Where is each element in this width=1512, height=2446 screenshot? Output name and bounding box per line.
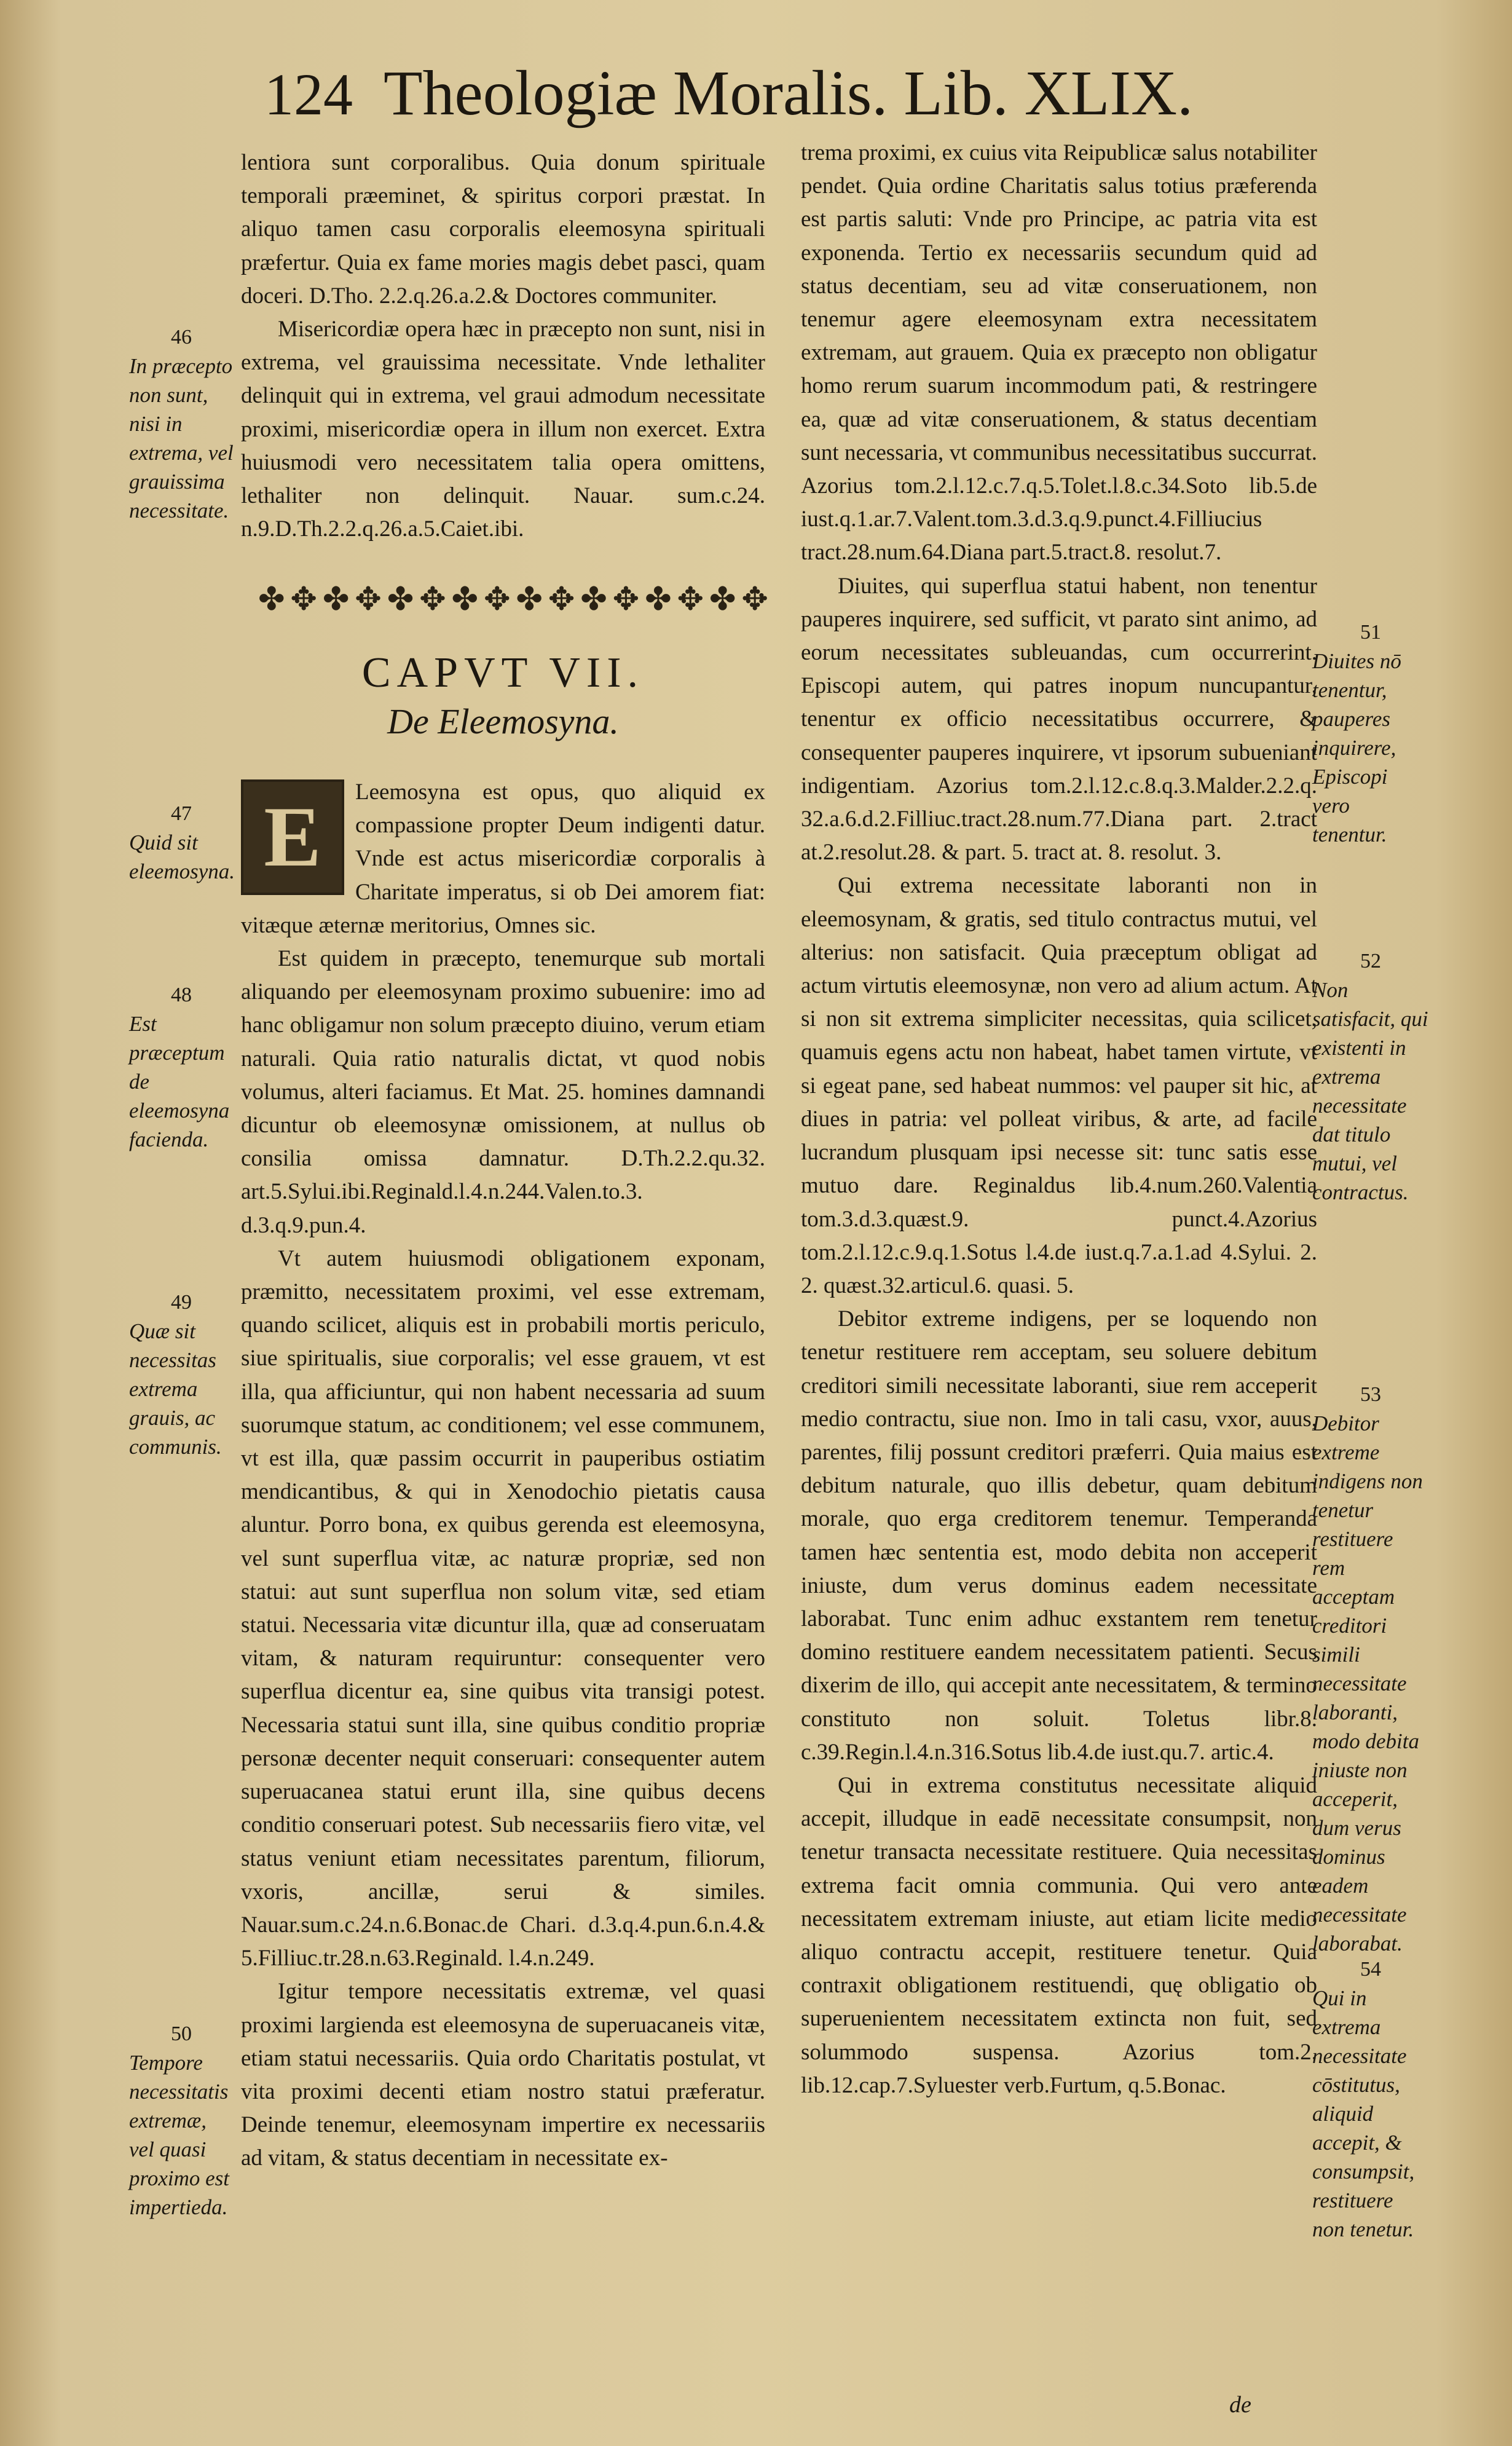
left-column-main <box>241 776 765 2176</box>
margin-number: 50 <box>171 2022 192 2045</box>
right-column <box>801 136 1317 2102</box>
running-header <box>264 58 1297 141</box>
margin-note <box>129 1288 234 1461</box>
fleuron-icon: ✤ <box>258 582 285 617</box>
fleuron-icon: ✤ <box>709 582 736 617</box>
fleuron-icon: ✥ <box>548 582 575 617</box>
fleuron-icon: ✥ <box>483 582 511 617</box>
paragraph: Diuites, qui superflua statui habent, non tenentur pauperes inquirere, sed sufficit, vt parato sint animo, ad eorum necessitates subleuandas, cum occurrerint. Episcopi autem, qui patres inopum nuncupantur, tenentur ex officio necessitatibus occurrere, & consequenter pauperes inquirere, vt ipsorum subueniant indigentiam. Azorius tom.2.l.12.c.8.q.3.Malder.2.2.q. 32.a.6.d.2.Filliuc.tract.28.num.77.Diana part. 2.tract at.2.resolut.28. & part. 5. tract at. 8. resolut. 3. <box>801 573 1317 866</box>
fleuron-icon: ✤ <box>387 582 414 617</box>
paragraph: lentiora sunt corporalibus. Quia donum spirituale temporali præeminet, & spiritus corpori præstat. In aliquo tamen casu corporalis eleemosyna spirituali præfertur. Quia ex fame mories magis debet pasci, quam doceri. D.Tho. 2.2.q.26.a.2.& Doctores communiter. <box>241 150 765 309</box>
paragraph: Igitur tempore necessitatis extremæ, vel quasi proximi largienda est eleemosyna de superuacaneis vitæ, etiam statui necessariis. Quia ordo Charitatis postulat, vt vita proximi decenti etiam nostro statui præferatur. Deinde tenemur, eleemosynam impertire ex necessariis ad vitam, & status decentiam in necessitate ex- <box>241 1979 765 2171</box>
drop-cap: E <box>241 779 344 895</box>
margin-text: Quid sit eleemosyna. <box>129 830 235 883</box>
margin-number: 46 <box>171 326 192 349</box>
margin-text: Est præceptum de eleemosyna facienda. <box>129 1012 230 1151</box>
margin-note <box>1312 618 1429 849</box>
paragraph: Qui extrema necessitate laboranti non in eleemosynam, & gratis, sed titulo contractus mutui, vel alterius: non satisfacit. Quia præceptum obligat ad actum virtutis eleemosynæ, non vero ad alium actum. At si non sit extrema simpliciter necessitas, quia scilicet, quamuis egens actu non habeat, habet tamen virtute, vt si egeat pane, sed habeat nummos: vel pauper sit hic, at diues in patria: vel polleat viribus, & arte, ad facile lucrandum plusquam ipsi necesse sit: tunc satis esse mutuo dare. Reginaldus lib.4.num.260.Valentia tom.3.d.3.quæst.9. punct.4.Azorius tom.2.l.12.c.9.q.1.Sotus l.4.de iust.q.7.a.1.ad 4.Sylui. 2. 2. quæst.32.articul.6. quasi. 5. <box>801 873 1317 1298</box>
margin-text: Tempore necessitatis extremæ, vel quasi proximo est impertieda. <box>129 2051 229 2219</box>
fleuron-icon: ✥ <box>677 582 704 617</box>
paragraph: Est quidem in præcepto, tenemurque sub mortali aliquando per eleemosynam proximo subuenire: imo ad hanc obligamur non solum præcepto diuino, verum etiam naturali. Quia ratio naturalis dictat, vt quod nobis volumus, alteri faciamus. Et Mat. 25. homines damnandi dicuntur ob eleemosynæ omissionem, at nullus ob consilia omissa damnatur. D.Th.2.2.qu.32. art.5.Sylui.ibi.Reginald.l.4.n.244.Valen.to.3. d.3.q.9.pun.4. <box>241 946 765 1238</box>
margin-text: Diuites nō tenentur, pauperes inquirere, Episcopi vero tenentur. <box>1312 649 1401 846</box>
running-title: Theologiæ Moralis. Lib. XLIX. <box>384 58 1194 128</box>
margin-text: Non satisfacit, qui existenti in extrema necessitate dat titulo mutui, vel contractus. <box>1312 978 1428 1204</box>
margin-text: Debitor extreme indigens non tenetur restituere rem acceptam creditori simili necessitate laboranti, modo debita iniuste non acceperit, dum verus dominus eadem necessitate laborabat. <box>1312 1411 1423 1955</box>
margin-note <box>1312 1380 1429 1958</box>
margin-number: 53 <box>1360 1383 1381 1406</box>
paragraph: Vt autem huiusmodi obligationem exponam, præmitto, necessitatem proximi, vel esse extremam, quando scilicet, aliquis est in probabili mortis periculo, siue spiritualis, siue corporalis; vel esse grauem, vt est illa, qua afficiuntur, qui non habent necessaria ad suum suorumque statum, ac conditionem; vel esse communem, vt est illa, quæ passim occurrit in pauperibus ostiatim mendicantibus, & qui in Xenodochio pietatis causa aluntur. Porro bona, ex quibus gerenda est eleemosyna, vel sunt superflua vitæ, ac naturæ propriæ, sed non statui: aut sunt superflua non solum vitæ, sed etiam statui. Necessaria vitæ dicuntur illa, quæ ad conseruatam vitam, & naturam requiruntur: consequenter vero superflua dicentur ea, sine quibus vita transigi potest. Necessaria statui sunt illa, sine quibus conditio propriæ personæ decenter nequit conseruari: consequenter autem superuacanea statui erunt illa, sine quibus decens conditio conseruari potest. Sub necessariis fiero vitæ, vel status veniunt etiam necessitates parentum, filiorum, vxoris, ancillæ, serui & similes. Nauar.sum.c.24.n.6.Bonac.de Chari. d.3.q.4.pun.6.n.4.& 5.Filliuc.tr.28.n.63.Reginald. l.4.n.249. <box>241 1245 765 1971</box>
margin-number: 51 <box>1360 621 1381 644</box>
margin-number: 49 <box>171 1291 192 1314</box>
chapter-title: CAPVT VII. <box>361 649 645 696</box>
fleuron-icon: ✥ <box>741 582 768 617</box>
fleuron-icon: ✥ <box>419 582 446 617</box>
fleuron-icon: ✤ <box>451 582 479 617</box>
margin-number: 47 <box>171 802 192 825</box>
margin-note <box>129 323 234 525</box>
paragraph: Debitor extreme indigens, per se loquendo non tenetur restituere rem acceptam, seu soluere debitum creditori simili necessitate laboranti, siue rem acceperit medio contractu, siue non. Imo in tali casu, vxor, auus, parentes, filij possunt creditori præferri. Quia maius est debitum naturale, quo illis debetur, quam debitum morale, quo erga creditorem tenemur. Temperanda tamen hæc sententia est, modo debita non acceperit iniuste, dum verus dominus eadem necessitate laborabat. Tunc enim adhuc exstantem rem tenetur domino restituere eandem necessitatem patienti. Secus dixerim de illo, qui accepit ante necessitatem, & termino constituto non soluit. Toletus libr.8. c.39.Regin.l.4.n.316.Sotus lib.4.de iust.qu.7. artic.4. <box>801 1306 1317 1765</box>
fleuron-icon: ✤ <box>645 582 672 617</box>
margin-text: In præcepto non sunt, nisi in extrema, vel grauissima necessitate. <box>129 354 234 523</box>
ornament-row <box>258 578 768 621</box>
margin-note <box>129 2019 234 2222</box>
margin-number: 54 <box>1360 1958 1381 1981</box>
margin-number: 52 <box>1360 950 1381 972</box>
page-number: 124 <box>264 61 353 127</box>
fleuron-icon: ✤ <box>322 582 350 617</box>
margin-number: 48 <box>171 984 192 1006</box>
fleuron-icon: ✥ <box>355 582 382 617</box>
margin-note <box>1312 1955 1429 2244</box>
margin-note <box>1312 947 1429 1207</box>
margin-text: Quæ sit necessitas extrema grauis, ac communis. <box>129 1319 222 1459</box>
paragraph: trema proximi, ex cuius vita Reipublicæ salus notabiliter pendet. Quia ordine Charitatis salus totius præferenda est partis saluti: Vnde pro Principe, ac patria vita est exponenda. Tertio ex necessariis secundum quid ad status decentiam, seu ad vitæ conseruationem, non tenemur agere eleemosynam extra necessitatem extremam, aut grauem. Quia ex præcepto non obligatur homo rerum suarum incommodum pati, & restringere ea, quæ ad vitæ conseruationem, & status decentiam sunt necessaria, vt communibus necessitatibus succurrat. Azorius tom.2.l.12.c.7.q.5.Tolet.l.8.c.34.Soto lib.5.de iust.q.1.ar.7.Valent.tom.3.d.3.q.9.punct.4.Filliucius tract.28.num.64.Diana part.5.tract.8. resolut.7. <box>801 140 1317 566</box>
fleuron-icon: ✤ <box>580 582 607 617</box>
margin-note <box>129 799 234 886</box>
catchword: de <box>1229 2392 1251 2418</box>
paragraph: Leemosyna est opus, quo aliquid ex compassione propter Deum indigenti datur. Vnde est actus misericordiæ corporalis à Charitate imperatus, si ob Dei amorem fiat: vitæque æternæ meritorius, Omnes sic. <box>241 779 765 938</box>
fleuron-icon: ✥ <box>290 582 317 617</box>
fleuron-icon: ✥ <box>612 582 640 617</box>
margin-text: Qui in extrema necessitate cōstitutus, aliquid accepit, & consumpsit, restituere non tenetur. <box>1312 1986 1415 2241</box>
left-column-top <box>241 146 765 546</box>
chapter-subtitle: De Eleemosyna. <box>387 701 619 741</box>
paragraph: Misericordiæ opera hæc in præcepto non sunt, nisi in extrema, vel grauissima necessitate. Vnde lethaliter delinquit qui in extrema, vel graui admodum necessitate proximi, misericordiæ opera in illum non exercet. Extra huiusmodi vero necessitatem talia opera omittens, lethaliter non delinquit. Nauar. sum.c.24. n.9.D.Th.2.2.q.26.a.5.Caiet.ibi. <box>241 317 765 542</box>
paragraph: Qui in extrema constitutus necessitate aliquid accepit, illudque in eadē necessitate consumpsit, non tenetur transacta necessitate restituere. Quia necessitas extrema facit omnia communia. Qui vero ante necessitatem extremam iniuste, aut etiam licite medio aliquo contractu accepit, restituere tenetur. Quia contraxit obligationem restituendi, quę obligatio ob superuenientem necessitatem extincta non fuit, sed solummodo suspensa. Azorius tom.2. lib.12.cap.7.Syluester verb.Furtum, q.5.Bonac. <box>801 1772 1317 2098</box>
fleuron-icon: ✤ <box>516 582 543 617</box>
margin-note <box>129 980 234 1154</box>
